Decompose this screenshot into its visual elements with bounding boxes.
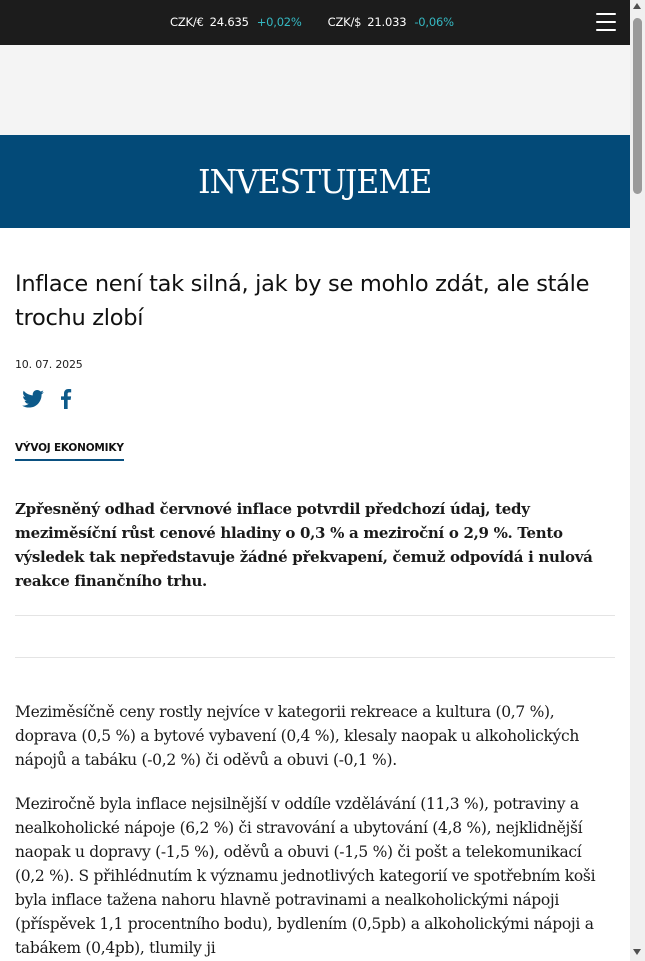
divider bbox=[15, 615, 615, 616]
site-logo[interactable]: INVESTUJEME bbox=[198, 162, 432, 201]
article bbox=[15, 267, 615, 960]
ticker-pair: CZK/$ bbox=[327, 15, 362, 29]
currency-ticker-bar bbox=[0, 0, 630, 45]
menu-icon-line bbox=[596, 21, 616, 23]
scroll-thumb[interactable] bbox=[633, 18, 642, 194]
ticker-rate: 24.635 bbox=[209, 15, 249, 29]
ticker-item-usd[interactable] bbox=[328, 15, 454, 29]
divider bbox=[15, 657, 615, 658]
scroll-down-arrow-icon[interactable] bbox=[633, 949, 641, 955]
menu-icon-line bbox=[596, 29, 616, 31]
ticker-rate: 21.033 bbox=[367, 15, 407, 29]
article-paragraph: Meziročně byla inflace nejsilnější v oddíle vzdělávání (11,3 %), potraviny a nealkoholické nápoje (6,2 %) či stravování a ubytování (4,8 %), nejklidnější naopak u dopravy (-1,5 %), oděvů a obuvi (-1,5 %) či pošt a telekomunikací (0,2 %). S přihlédnutím k významu jednotlivých kategorií ve spotřebním koši byla inflace tažena nahoru hlavně potravinami a nealkoholickými nápoji (příspěvek 1,1 procentního bodu), bydlením (0,5pb) a alkoholickými nápoji a tabákem (0,4pb), tlumily ji bbox=[15, 795, 596, 957]
article-title: Inflace není tak silná, jak by se mohlo zdát, ale stále trochu zlobí bbox=[15, 271, 590, 331]
ticker-change: -0,06% bbox=[414, 15, 454, 29]
menu-icon[interactable] bbox=[596, 13, 616, 31]
article-date: 10. 07. 2025 bbox=[15, 358, 83, 371]
twitter-icon[interactable] bbox=[22, 390, 44, 408]
ticker-item-eur[interactable] bbox=[170, 15, 302, 29]
ticker-pair: CZK/€ bbox=[170, 15, 204, 29]
share-buttons bbox=[15, 389, 615, 409]
category-link[interactable]: VÝVOJ EKONOMIKY bbox=[15, 442, 124, 461]
article-lead: Zpřesněný odhad červnové inflace potvrdil předchozí údaj, tedy meziměsíční růst cenové hladiny o 0,3 % a meziroční o 2,9 %. Tento výsledek tak nepředstavuje žádné překvapení, čemuž odpovídá i nulová reakce finančního trhu. bbox=[15, 500, 593, 590]
brand-header bbox=[0, 135, 630, 228]
ticker-change: +0,02% bbox=[256, 15, 302, 29]
menu-icon-line bbox=[596, 13, 616, 15]
currency-ticker bbox=[170, 15, 454, 29]
scroll-up-arrow-icon[interactable] bbox=[633, 3, 641, 9]
ad-placeholder bbox=[0, 45, 630, 135]
scrollbar[interactable] bbox=[630, 0, 645, 961]
facebook-icon[interactable] bbox=[60, 389, 72, 409]
article-paragraph: Meziměsíčně ceny rostly nejvíce v kategorii rekreace a kultura (0,7 %), doprava (0,5 %) a bytové vybavení (0,4 %), klesaly naopak u alkoholických nápojů a tabáku (-0,2 %) či oděvů a obuvi (-0,1 %). bbox=[15, 703, 580, 769]
